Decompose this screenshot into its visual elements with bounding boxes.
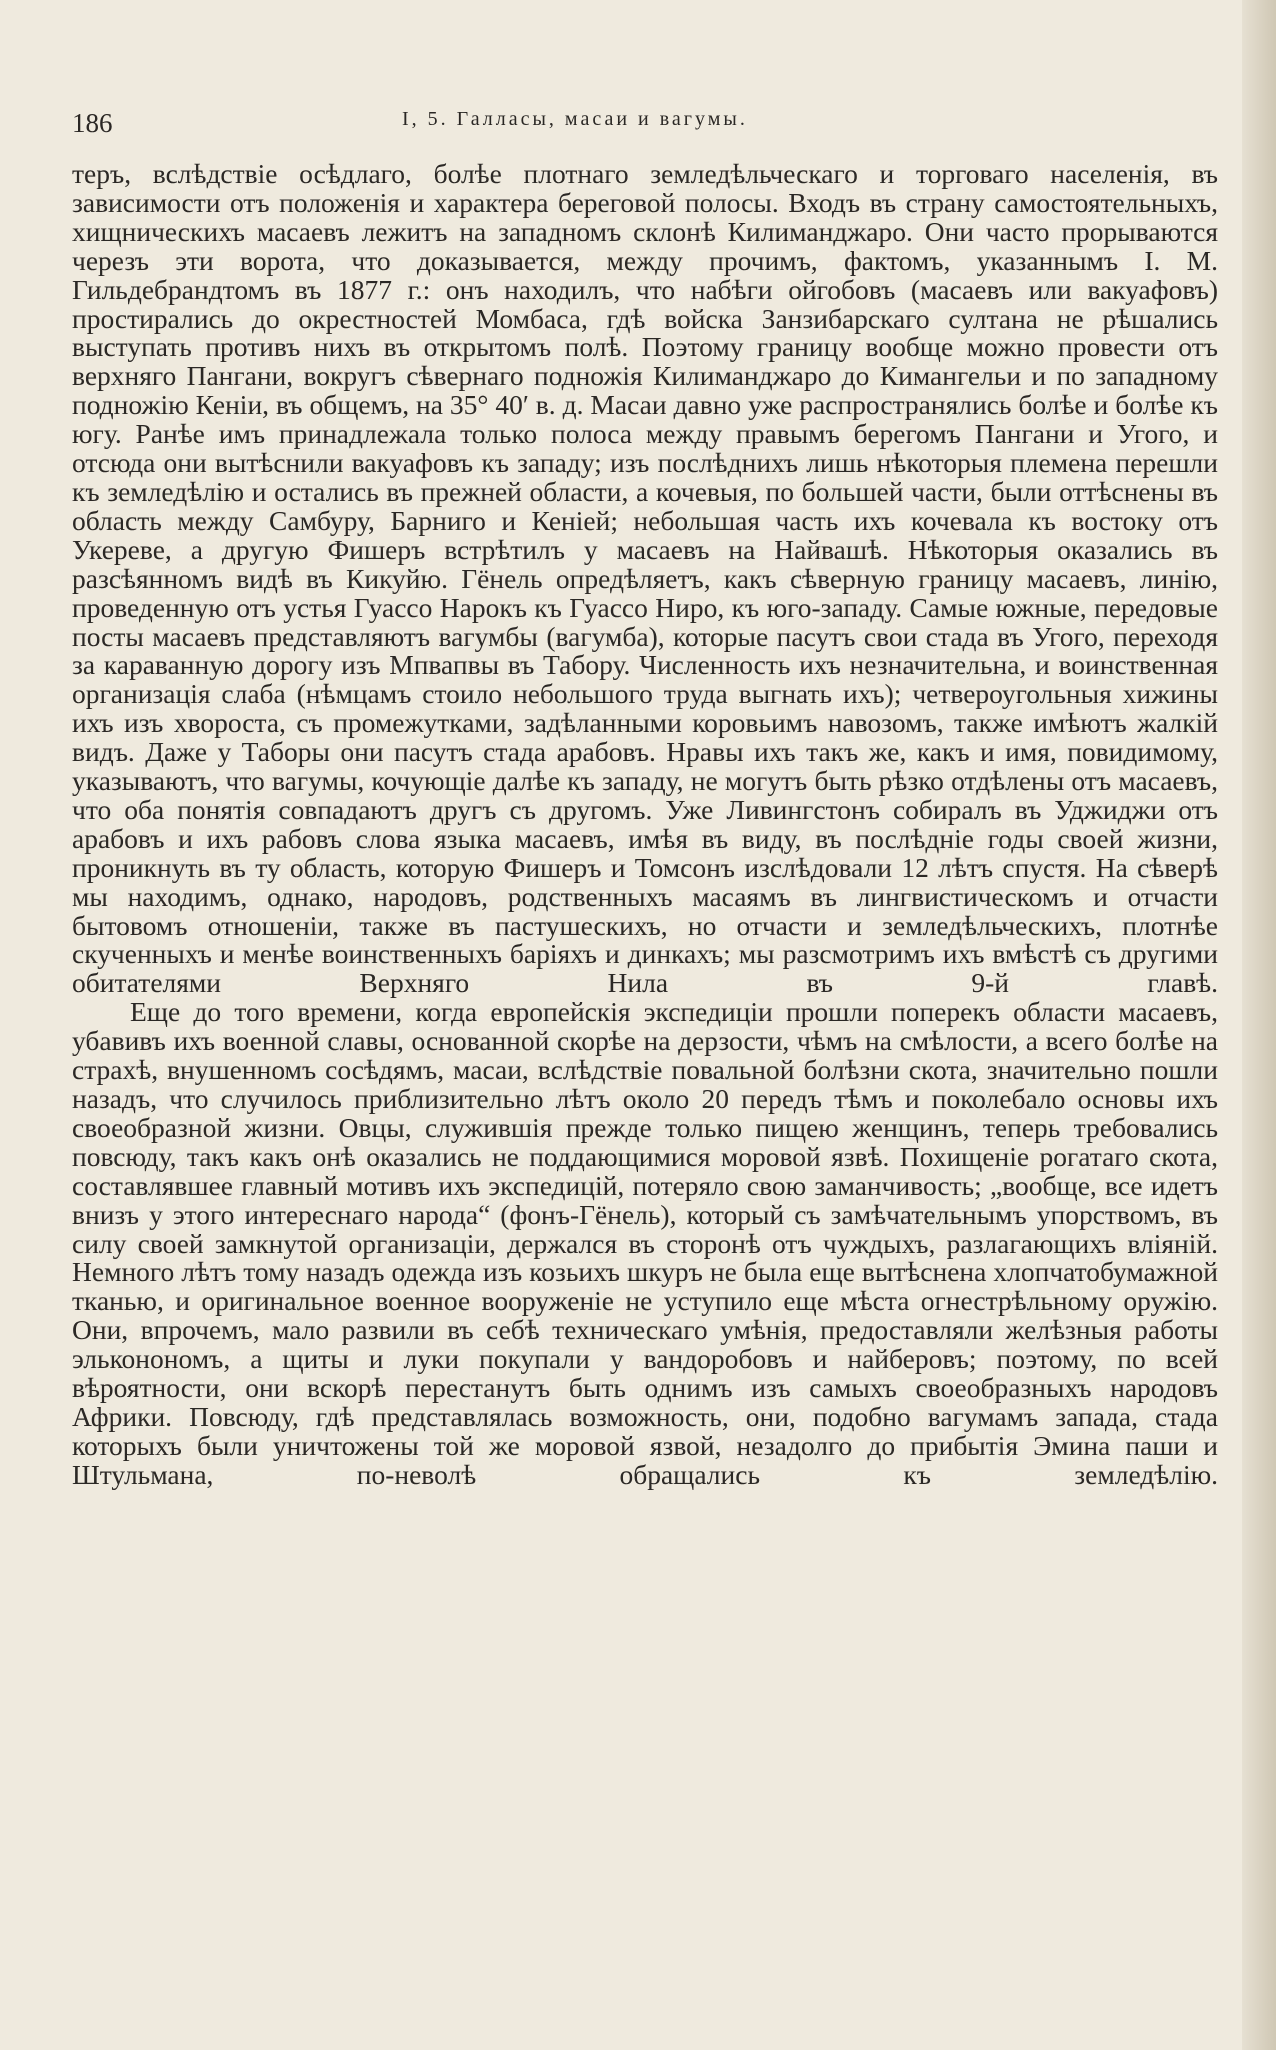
running-title: I, 5. Галласы, масаи и вагумы. — [402, 108, 748, 130]
body-text — [72, 160, 1218, 1490]
page-edge-shadow — [1242, 0, 1276, 2050]
paragraph-2: Еще до того времени, когда европейскія экспедиціи прошли поперекъ области масаевъ, убавивъ ихъ военной славы, основанной скорѣе на дерзости, чѣмъ на смѣлости, а всего болѣе на страхѣ, внушенномъ сосѣдямъ, масаи, вслѣдствіе повальной болѣзни скота, значительно пошли назадъ, что случилось приблизительно лѣтъ около 20 передъ тѣмъ и поколебало основы ихъ своеобразной жизни. Овцы, служившія прежде только пищею женщинъ, теперь требовались повсюду, такъ какъ онѣ оказались не поддающимися моровой язвѣ. Похищеніе рогатаго скота, составлявшее главный мотивъ ихъ экспедицій, потеряло свою заманчивость; „вообще, все идетъ внизъ у этого интереснаго народа“ (фонъ-Гёнель), который съ замѣчательнымъ упорствомъ, въ силу своей замкнутой организаціи, держался въ сторонѣ отъ чуждыхъ, разлагающихъ вліяній. Немного лѣтъ тому назадъ одежда изъ козьихъ шкуръ не была еще вытѣснена хлопчатобумажной тканью, и оригинальное военное вооруженіе не уступило еще мѣста огнестрѣльному оружію. Они, впрочемъ, мало развили въ себѣ техническаго умѣнія, предоставляли желѣзныя работы эльконономъ, а щиты и луки покупали у вандоробовъ и найберовъ; поэтому, по всей вѣроятности, они вскорѣ перестанутъ быть однимъ изъ самыхъ своеобразныхъ народовъ Африки. Повсюду, гдѣ представлялась возможность, они, подобно вагумамъ запада, стада которыхъ были уничтожены той же моровой язвой, незадолго до прибытія Эмина паши и Штульмана, по-неволѣ обращались къ земледѣлію. — [72, 996, 1218, 1490]
page-number: 186 — [72, 108, 113, 138]
running-header — [72, 100, 1232, 140]
paragraph-1: теръ, вслѣдствіе осѣдлаго, болѣе плотнаго земледѣльческаго и торговаго населенія, въ зависимости отъ положенія и характера береговой полосы. Входъ въ страну самостоятельныхъ, хищническихъ масаевъ лежитъ на западномъ склонѣ Килиманджаро. Они часто прорываются черезъ эти ворота, что доказывается, между прочимъ, фактомъ, указаннымъ I. М. Гильдебрандтомъ въ 1877 г.: онъ находилъ, что набѣги ойгобовъ (масаевъ или вакуафовъ) простирались до окрестностей Момбаса, гдѣ войска Занзибарскаго султана не рѣшались выступать противъ нихъ въ открытомъ полѣ. Поэтому границу вообще можно провести отъ верхняго Пангани, вокругъ сѣвернаго подножія Килиманджаро до Кимангельи и по западному подножію Кеніи, въ общемъ, на 35° 40′ в. д. Масаи давно уже распространялись болѣе и болѣе къ югу. Ранѣе имъ принадлежала только полоса между правымъ берегомъ Пангани и Угого, и отсюда они вытѣснили вакуафовъ къ западу; изъ послѣднихъ лишь нѣкоторыя племена перешли къ земледѣлію и остались въ прежней области, а кочевыя, по большей части, были оттѣснены въ область между Самбуру, Барниго и Кеніей; небольшая часть ихъ кочевала къ востоку отъ Укереве, а другую Фишеръ встрѣтилъ у масаевъ на Найвашѣ. Нѣкоторыя оказались въ разсѣянномъ видѣ въ Кикуйю. Гёнель опредѣляетъ, какъ сѣверную границу масаевъ, линію, проведенную отъ устья Гуассо Нарокъ къ Гуассо Ниро, къ юго-западу. Самые южные, передовые посты масаевъ представляютъ вагумбы (вагумба), которые пасутъ свои стада въ Угого, переходя за караванную дорогу изъ Мпвапвы въ Табору. Численность ихъ незначительна, и воинственная организація слаба (нѣмцамъ стоило небольшого труда выгнать ихъ); четвероугольныя хижины ихъ изъ хвороста, съ промежутками, задѣланными коровьимъ навозомъ, также имѣютъ жалкій видъ. Даже у Таборы они пасутъ стада арабовъ. Нравы ихъ такъ же, какъ и имя, повидимому, указываютъ, что вагумы, кочующіе далѣе къ западу, не могутъ быть рѣзко отдѣлены отъ масаевъ, что оба понятія совпадаютъ другъ съ другомъ. Уже Ливингстонъ собиралъ въ Уджиджи отъ арабовъ и ихъ рабовъ слова языка масаевъ, имѣя въ виду, въ послѣдніе годы своей жизни, проникнуть въ ту область, которую Фишеръ и Томсонъ изслѣдовали 12 лѣтъ спустя. На сѣверѣ мы находимъ, однако, народовъ, родственныхъ масаямъ въ лингвистическомъ и отчасти бытовомъ отношеніи, также въ пастушескихъ, но отчасти и земледѣльческихъ, плотнѣе скученныхъ и менѣе воинственныхъ баріяхъ и динкахъ; мы разсмотримъ ихъ вмѣстѣ съ другими обитателями Верхняго Нила въ 9-й главѣ. — [72, 158, 1218, 999]
